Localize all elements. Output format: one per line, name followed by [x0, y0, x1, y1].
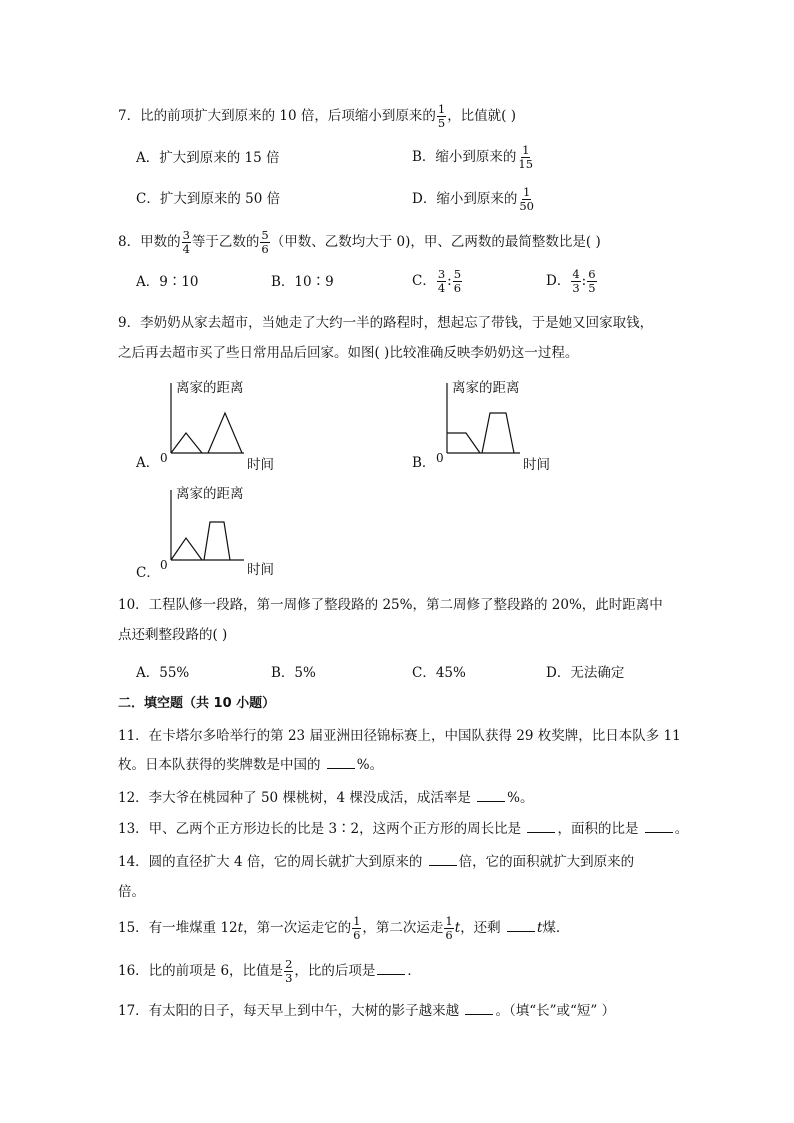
- q13: 13．甲、乙两个正方形边长的比是 3∶2，这两个正方形的周长比是 ，面积的比是 。: [118, 821, 689, 837]
- q15: 15．有一堆煤重 12t，第一次运走它的 $\frac{1}{6}$ ，第二次运走 $\frac{1}{6}$ t，还剩 t煤．: [118, 914, 570, 942]
- answer-blank[interactable]: [429, 853, 457, 866]
- y-axis-label: 离家的距离: [176, 486, 244, 502]
- q9-line1: 9．李奶奶从家去超市，当她走了大约一半的路程时，想起忘了带钱，于是她又回家取钱，: [118, 315, 654, 331]
- graph-option-label: A．: [136, 455, 160, 471]
- fraction: $\frac{6}{5}$: [588, 267, 596, 295]
- fraction: $\frac{4}{3}$: [572, 267, 580, 295]
- fraction: $\frac{3}{4}$: [182, 228, 190, 256]
- fraction: $\frac{1}{6}$: [445, 914, 453, 942]
- q9-line2: 之后再去超市买了些日常用品后回家。如图( )比较准确反映李奶奶这一过程。: [118, 345, 579, 361]
- q12: 12．李大爷在桃园种了 50 棵桃树，4 棵没成活，成活率是 %。: [118, 790, 534, 806]
- q14-line1: 14．圆的直径扩大 4 倍，它的周长就扩大到原来的 倍，它的面积就扩大到原来的: [118, 854, 635, 870]
- q8-stem: 8．甲数的 $\frac{3}{4}$ 等于乙数的 $\frac{5}{6}$ （甲数、乙数均大于 0)，甲、乙两数的最简整数比是( ): [118, 228, 601, 256]
- q17: 17．有太阳的日子，每天早上到中午，大树的影子越来越 。（填“长”或“短” ）: [118, 1003, 616, 1019]
- x-axis-label: 时间: [523, 457, 550, 473]
- graph-option-label: B．: [412, 455, 436, 471]
- q10-line2: 点还剩整段路的( ): [118, 627, 228, 643]
- q8-option-d[interactable]: D． $\frac{4}{3}$ : $\frac{6}{5}$: [546, 267, 596, 295]
- fraction: $\frac{5}{6}$: [261, 228, 269, 256]
- q11-line2: 枚。日本队获得的奖牌数是中国的 %。: [118, 757, 384, 773]
- x-axis-label: 时间: [247, 457, 274, 473]
- fraction: $\frac{1}{15}$: [518, 143, 534, 171]
- origin-label: 0: [160, 451, 168, 465]
- answer-blank[interactable]: [645, 820, 673, 833]
- answer-blank[interactable]: [327, 756, 355, 769]
- y-axis-label: 离家的距离: [176, 380, 244, 396]
- q10-option-a[interactable]: A．55%: [136, 665, 190, 681]
- answer-blank[interactable]: [377, 962, 405, 975]
- fraction: $\frac{1}{6}$: [353, 914, 361, 942]
- graph-option-b[interactable]: [412, 375, 572, 475]
- q7-option-a[interactable]: A．扩大到原来的 15 倍: [136, 150, 280, 166]
- q11-line1: 11．在卡塔尔多哈举行的第 23 届亚洲田径锦标赛上，中国队获得 29 枚奖牌，比日本队多 11: [118, 728, 681, 744]
- origin-label: 0: [160, 558, 168, 572]
- y-axis-label: 离家的距离: [452, 380, 520, 396]
- fraction: $\frac{1}{50}$: [519, 185, 534, 213]
- answer-blank[interactable]: [477, 789, 505, 802]
- q10-option-b[interactable]: B．5%: [271, 665, 316, 681]
- q7-option-d[interactable]: D．缩小到原来的 $\frac{1}{50}$: [412, 185, 534, 213]
- graph-option-a[interactable]: [136, 375, 296, 475]
- q10-line1: 10．工程队修一段路，第一周修了整段路的 25%，第二周修了整段路的 20%，此时距离中: [118, 597, 663, 613]
- fraction: $\frac{2}{3}$: [285, 957, 293, 985]
- q8-option-c[interactable]: C． $\frac{3}{4}$ : $\frac{5}{6}$: [412, 267, 462, 295]
- q7-option-b[interactable]: B．缩小到原来的 $\frac{1}{15}$: [412, 143, 534, 171]
- q7-stem: 7．比的前项扩大到原来的 10 倍，后项缩小到原来的 $\frac{1}{5}$ ，比值就( ): [118, 102, 517, 130]
- q16: 16．比的前项是 6，比值是 $\frac{2}{3}$ ，比的后项是 ．: [118, 957, 421, 985]
- origin-label: 0: [436, 451, 444, 465]
- q14-line2: 倍。: [118, 884, 145, 900]
- fraction: $\frac{1}{5}$: [437, 102, 446, 130]
- q7-option-c[interactable]: C．扩大到原来的 50 倍: [136, 191, 281, 207]
- q10-option-d[interactable]: D．无法确定: [546, 665, 625, 681]
- graph-option-c[interactable]: [136, 480, 296, 580]
- answer-blank[interactable]: [465, 1002, 493, 1015]
- answer-blank[interactable]: [527, 820, 555, 833]
- graph-option-label: C．: [136, 565, 160, 581]
- answer-blank[interactable]: [507, 919, 535, 932]
- x-axis-label: 时间: [247, 562, 274, 578]
- q8-option-a[interactable]: A．9∶10: [136, 274, 199, 290]
- section-heading: 二．填空题（共 10 小题）: [118, 696, 276, 711]
- q10-option-c[interactable]: C．45%: [412, 665, 466, 681]
- fraction: $\frac{5}{6}$: [453, 267, 462, 295]
- fraction: $\frac{3}{4}$: [437, 267, 446, 295]
- q8-option-b[interactable]: B．10∶9: [271, 274, 334, 290]
